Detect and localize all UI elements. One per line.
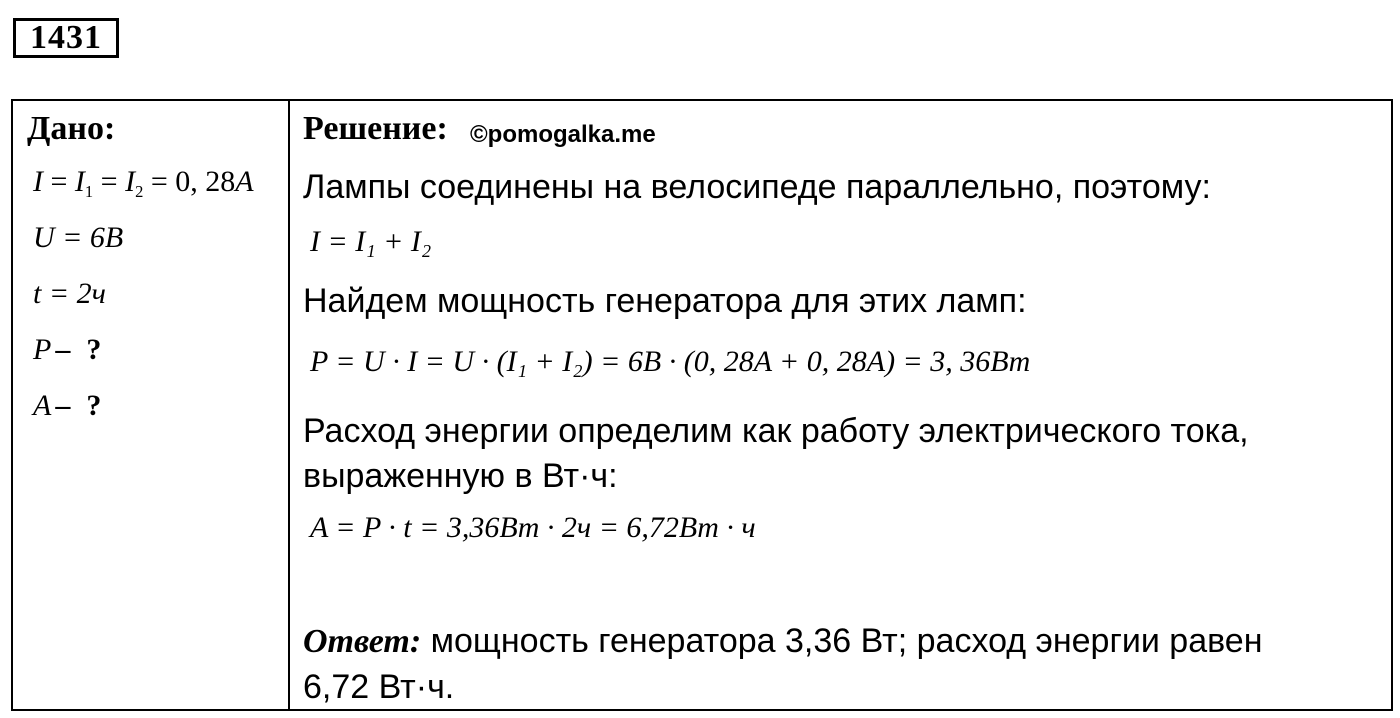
formula-energy: A = P · t = 3,36Bm · 2ч = 6,72Bm · ч [310,511,756,544]
solution-table [11,99,1393,711]
solution-header: Решение: [303,110,448,147]
given-power-unknown: P – ? [33,333,102,366]
watermark: ©pomogalka.me [470,121,656,148]
formula-current-sum: I = I₁ + I₂ [310,225,432,258]
solution-line-power: Найдем мощность генератора для этих ламп: [303,282,1027,320]
answer-line-2: 6,72 Вт·ч. [303,668,455,706]
solution-line-energy-2: выраженную в Вт·ч: [303,457,618,495]
solution-line-parallel: Лампы соединены на велосипеде параллельно, поэтому: [303,168,1211,206]
problem-number: 1431 [13,18,119,58]
answer-line-1: Ответ: мощность генератора 3,36 Вт; расход энергии равен [303,622,1263,660]
solution-column [290,101,1391,709]
formula-power: P = U · I = U · (I₁ + I₂) = 6B · (0, 28A + 0, 28A) = 3, 36Bm [310,345,1031,378]
given-current: $I = I_1 = I_2 = 0$, 28A [33,165,254,201]
given-time: t = 2ч [33,277,106,310]
given-header: Дано: [27,110,116,147]
solution-line-energy-1: Расход энергии определим как работу электрического тока, [303,412,1249,450]
given-voltage: U = 6B [33,221,124,254]
given-column [13,101,288,709]
answer-label: Ответ: [303,623,422,660]
given-work-unknown: A – ? [33,389,102,422]
